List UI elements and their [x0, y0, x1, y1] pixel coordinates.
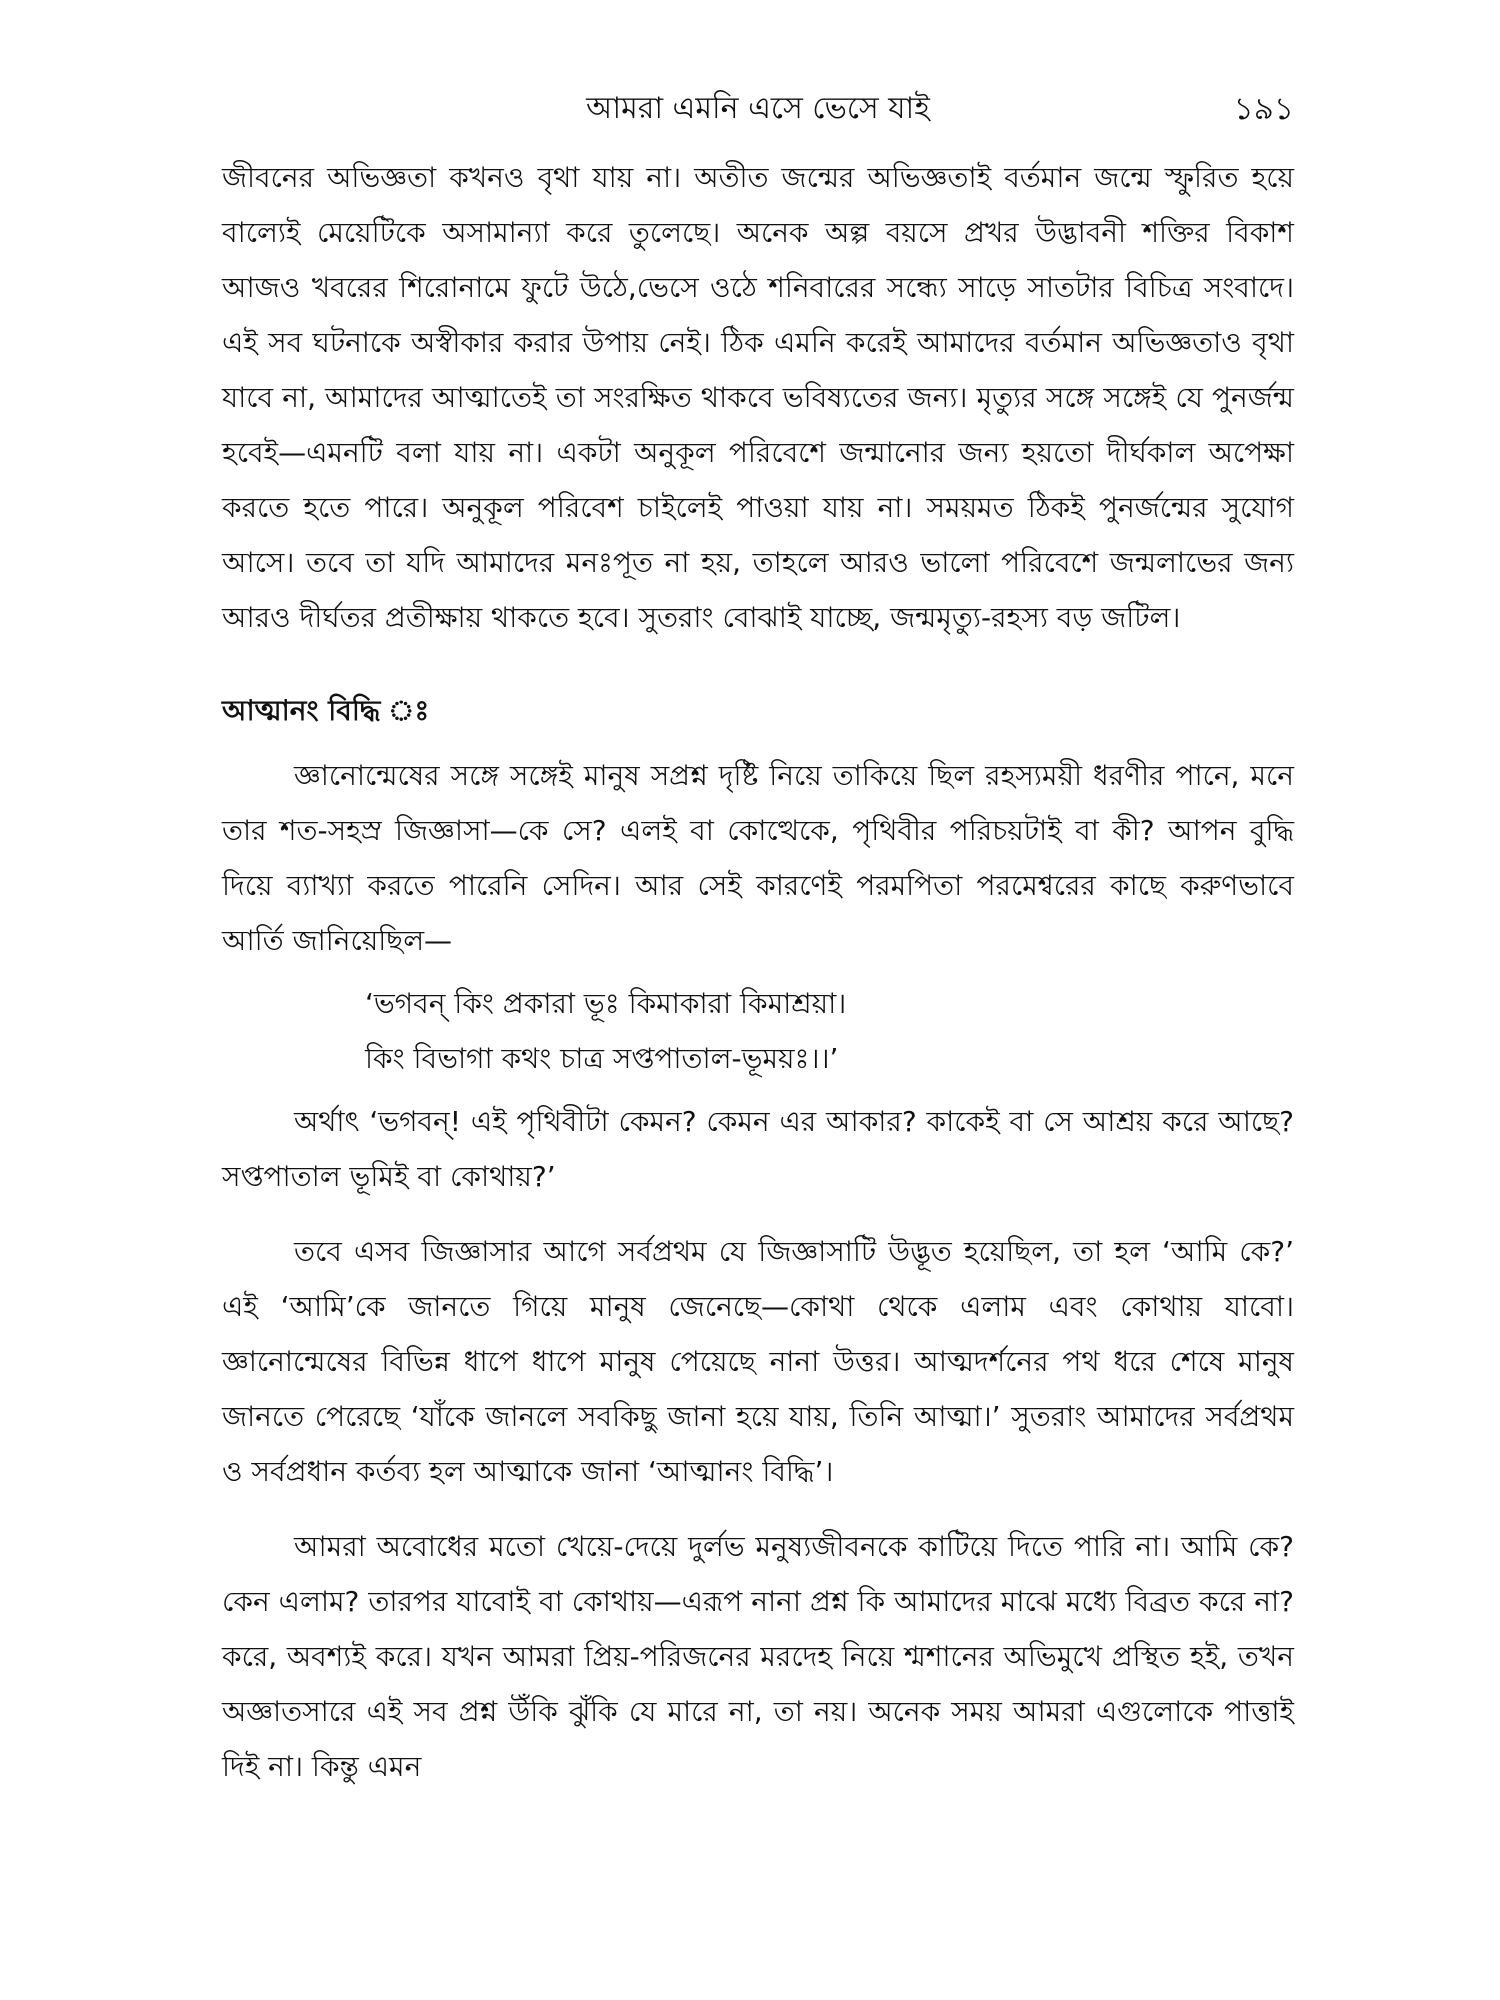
sanskrit-verse	[365, 976, 1294, 1086]
verse-line-1: ‘ভগবন্ কিং প্রকারা ভূঃ কিমাকারা কিমাশ্রয়া।	[365, 987, 847, 1020]
page-number: ১৯১	[1233, 91, 1294, 127]
body-text	[222, 150, 1294, 1794]
running-header	[222, 84, 1294, 134]
running-title: আমরা এমনি এসে ভেসে যাই	[586, 91, 930, 126]
section-heading: আত্মানং বিদ্ধি ঃ	[222, 694, 430, 727]
paragraph-4: তবে এসব জিজ্ঞাসার আগে সর্বপ্রথম যে জিজ্ঞাসাটি উদ্ভূত হয়েছিল, তা হল ‘আমি কে?’ এই ‘আমি’কে জানতে গিয়ে মানুষ জেনেছে—কোথা থেকে এলাম এবং কোথায় যাবো। জ্ঞানোন্মেষের বিভিন্ন ধাপে ধাপে মানুষ পেয়েছে নানা উত্তর। আত্মদর্শনের পথ ধরে শেষে মানুষ জানতে পেরেছে ‘যাঁকে জানলে সবকিছু জানা হয়ে যায়, তিনি আত্মা।’ সুতরাং আমাদের সর্বপ্রথম ও সর্বপ্রধান কর্তব্য হল আত্মাকে জানা ‘আত্মানং বিদ্ধি’।	[222, 1235, 1294, 1488]
paragraph-2: জ্ঞানোন্মেষের সঙ্গে সঙ্গেই মানুষ সপ্রশ্ন দৃষ্টি নিয়ে তাকিয়ে ছিল রহস্যময়ী ধরণীর পানে, মনে তার শত-সহস্র জিজ্ঞাসা—কে সে? এলই বা কোত্থেকে, পৃথিবীর পরিচয়টাই বা কী? আপন বুদ্ধি দিয়ে ব্যাখ্যা করতে পারেনি সেদিন। আর সেই কারণেই পরমপিতা পরমেশ্বরের কাছে করুণভাবে আর্তি জানিয়েছিল—	[222, 759, 1294, 957]
paragraph-5: আমরা অবোধের মতো খেয়ে-দেয়ে দুর্লভ মনুষ্যজীবনকে কাটিয়ে দিতে পারি না। আমি কে? কেন এলাম? তারপর যাবোই বা কোথায়—এরূপ নানা প্রশ্ন কি আমাদের মাঝে মধ্যে বিব্রত করে না? করে, অবশ্যই করে। যখন আমরা প্রিয়-পরিজনের মরদেহ নিয়ে শ্মশানের অভিমুখে প্রস্থিত হই, তখন অজ্ঞাতসারে এই সব প্রশ্ন উঁকি ঝুঁকি যে মারে না, তা নয়। অনেক সময় আমরা এগুলোকে পাত্তাই দিই না। কিন্তু এমন	[222, 1530, 1294, 1783]
paragraph-3: অর্থাৎ ‘ভগবন্! এই পৃথিবীটা কেমন? কেমন এর আকার? কাকেই বা সে আশ্রয় করে আছে? সপ্তপাতাল ভূমিই বা কোথায়?’	[222, 1105, 1294, 1193]
verse-line-2: কিং বিভাগা কথং চাত্র সপ্তপাতাল-ভূময়ঃ।।’	[365, 1042, 839, 1075]
paragraph-1: জীবনের অভিজ্ঞতা কখনও বৃথা যায় না। অতীত জন্মের অভিজ্ঞতাই বর্তমান জন্মে স্ফুরিত হয়ে বাল্যেই মেয়েটিকে অসামান্যা করে তুলেছে। অনেক অল্প বয়সে প্রখর উদ্ভাবনী শক্তির বিকাশ আজও খবরের শিরোনামে ফুটে উঠে,ভেসে ওঠে শনিবারের সন্ধ্যে সাড়ে সাতটার বিচিত্র সংবাদে। এই সব ঘটনাকে অস্বীকার করার উপায় নেই। ঠিক এমনি করেই আমাদের বর্তমান অভিজ্ঞতাও বৃথা যাবে না, আমাদের আত্মাতেই তা সংরক্ষিত থাকবে ভবিষ্যতের জন্য। মৃত্যুর সঙ্গে সঙ্গেই যে পুনর্জন্ম হবেই—এমনটি বলা যায় না। একটা অনুকূল পরিবেশে জন্মানোর জন্য হয়তো দীর্ঘকাল অপেক্ষা করতে হতে পারে। অনুকূল পরিবেশ চাইলেই পাওয়া যায় না। সময়মত ঠিকই পুনর্জন্মের সুযোগ আসে। তবে তা যদি আমাদের মনঃপূত না হয়, তাহলে আরও ভালো পরিবেশে জন্মলাভের জন্য আরও দীর্ঘতর প্রতীক্ষায় থাকতে হবে। সুতরাং বোঝাই যাচ্ছে, জন্মমৃত্যু-রহস্য বড় জটিল।	[222, 161, 1294, 634]
